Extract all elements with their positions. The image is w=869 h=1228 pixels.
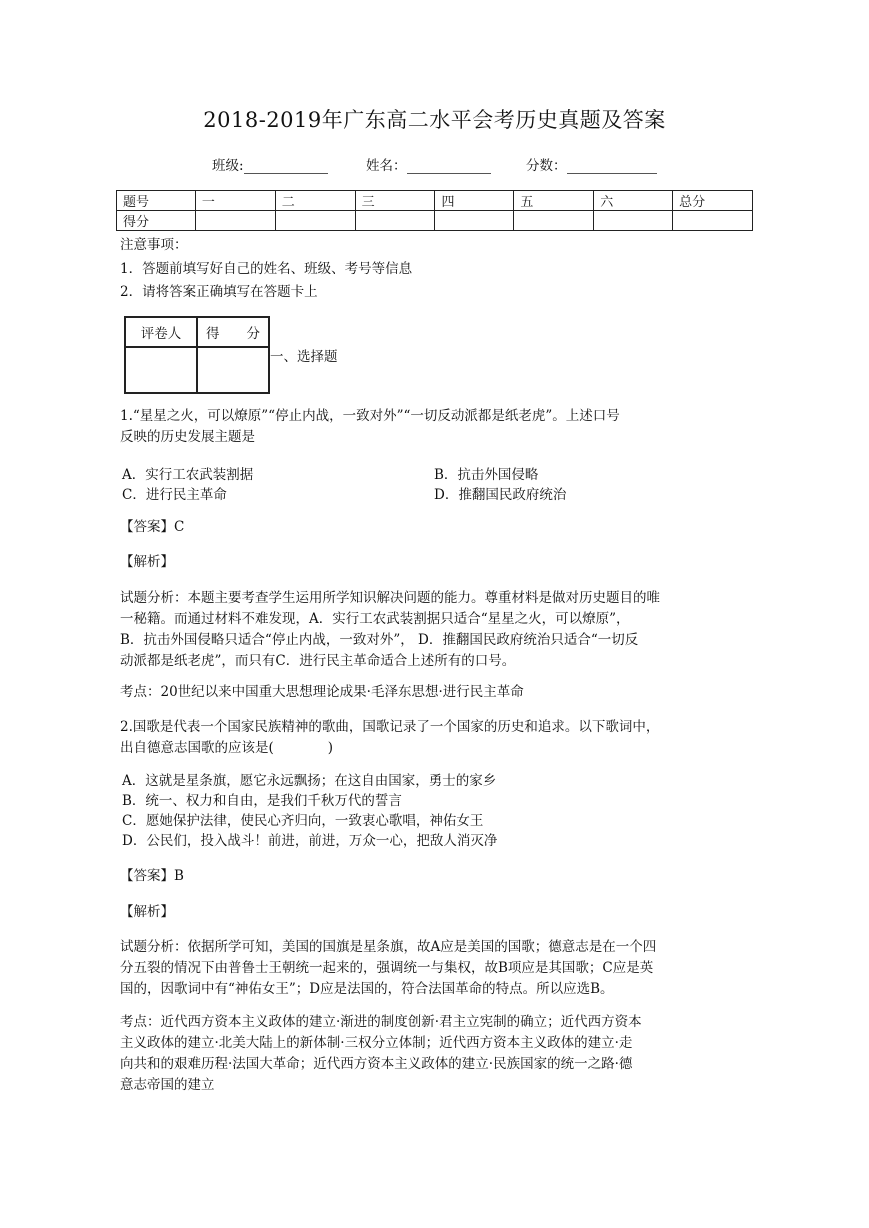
- kaodian-line: 主义政体的建立·北美大陆上的新体制·三权分立体制；近代西方资本主义政体的建立·走: [120, 1035, 633, 1051]
- score-cell[interactable]: [275, 211, 355, 231]
- row-label: 得分: [117, 211, 196, 231]
- q2-options: [122, 771, 742, 851]
- stem-line: 反映的历史发展主题是: [120, 429, 255, 445]
- score-field[interactable]: [526, 154, 657, 174]
- stem-line: 出自德意志国歌的应该是( ): [120, 740, 334, 756]
- name-label: 姓名：: [366, 158, 407, 174]
- grader-box: [124, 316, 270, 394]
- q2-option-c[interactable]: C．愿她保护法律，使民心齐归向，一致衷心歌唱，神佑女王: [122, 813, 484, 829]
- q2-kaodian: [120, 1012, 740, 1096]
- analysis-line: B．抗击外国侵略只适合“停止内战，一致对外”， D．推翻国民政府统治只适合“一切反: [120, 632, 639, 648]
- score-table: [116, 190, 753, 231]
- stem-line: 2.国歌是代表一个国家民族精神的歌曲，国歌记录了一个国家的历史和追求。以下歌词中，: [120, 719, 660, 735]
- score-label: 分数：: [526, 158, 567, 174]
- header-cell: 总分: [673, 191, 753, 211]
- q2-option-a[interactable]: A．这就是星条旗，愿它永远飘扬；在这自由国家，勇士的家乡: [122, 773, 497, 789]
- q1-option-b[interactable]: B．抗击外国侵略: [434, 467, 539, 483]
- analysis-line: 动派都是纸老虎”，而只有C．进行民主革命适合上述所有的口号。: [120, 653, 516, 669]
- analysis-line: 试题分析：依据所学可知，美国的国旗是星条旗，故A应是美国的国歌；德意志是在一个四: [120, 939, 657, 955]
- header-cell: 二: [275, 191, 355, 211]
- page-title: 2018-2019年广东高二水平会考历史真题及答案: [203, 108, 666, 132]
- score-table-header-row: [117, 191, 753, 211]
- header-cell: 五: [514, 191, 594, 211]
- kaodian-line: 意志帝国的建立: [120, 1077, 215, 1093]
- section-title: 一、选择题: [270, 349, 338, 365]
- score-cell[interactable]: [435, 211, 514, 231]
- q2-answer: 【答案】B: [120, 868, 184, 884]
- score-table-score-row: [117, 211, 753, 231]
- grader-score-cell[interactable]: [197, 347, 269, 393]
- kaodian-line: 考点：近代西方资本主义政体的建立·渐进的制度创新·君主立宪制的确立；近代西方资本: [120, 1014, 642, 1030]
- question-1-stem: [120, 406, 740, 448]
- q1-analysis: [120, 588, 740, 672]
- q1-analysis-label: 【解析】: [120, 554, 174, 570]
- q1-option-c[interactable]: C．进行民主革命: [122, 487, 227, 503]
- score-cell[interactable]: [673, 211, 753, 231]
- score-blank[interactable]: [567, 159, 657, 174]
- grader-score-label: 得 分: [197, 317, 269, 347]
- q2-option-b[interactable]: B．统一、权力和自由，是我们千秋万代的誓言: [122, 793, 402, 809]
- q1-option-a[interactable]: A．实行工农武装割据: [122, 467, 254, 483]
- class-blank[interactable]: [244, 159, 328, 174]
- name-field[interactable]: [366, 154, 491, 174]
- analysis-line: 国的，因歌词中有“神佑女王”；D应是法国的，符合法国革命的特点。所以应选B。: [120, 981, 614, 997]
- header-cell: 一: [195, 191, 275, 211]
- class-field[interactable]: [212, 154, 328, 174]
- score-cell[interactable]: [594, 211, 673, 231]
- kaodian-line: 向共和的艰难历程·法国大革命；近代西方资本主义政体的建立·民族国家的统一之路·德: [120, 1056, 633, 1072]
- grader-name-cell[interactable]: [125, 347, 197, 393]
- note-item: 1．答题前填写好自己的姓名、班级、考号等信息: [120, 261, 413, 277]
- class-label: 班级:: [212, 158, 244, 174]
- question-2-stem: [120, 717, 740, 759]
- score-cell[interactable]: [514, 211, 594, 231]
- header-cell: 四: [435, 191, 514, 211]
- q1-kaodian: 考点：20世纪以来中国重大思想理论成果·毛泽东思想·进行民主革命: [120, 684, 524, 700]
- header-cell: 三: [355, 191, 435, 211]
- note-item: 2．请将答案正确填写在答题卡上: [120, 284, 318, 300]
- name-blank[interactable]: [407, 159, 491, 174]
- stem-line: 1.“星星之火，可以燎原”“停止内战，一致对外”“一切反动派都是纸老虎”。上述口号: [120, 408, 620, 424]
- q1-answer: 【答案】C: [120, 519, 185, 535]
- q2-option-d[interactable]: D．公民们，投入战斗！前进，前进，万众一心，把敌人消灭净: [122, 833, 498, 849]
- header-cell: 题号: [117, 191, 196, 211]
- analysis-line: 分五裂的情况下由普鲁士王朝统一起来的，强调统一与集权，故B项应是其国歌；C应是英: [120, 960, 654, 976]
- score-cell[interactable]: [355, 211, 435, 231]
- q2-analysis: [120, 937, 740, 1000]
- analysis-line: 试题分析：本题主要考查学生运用所学知识解决问题的能力。尊重材料是做对历史题目的唯: [120, 590, 660, 606]
- grader-label: 评卷人: [125, 317, 197, 347]
- q2-analysis-label: 【解析】: [120, 904, 174, 920]
- header-cell: 六: [594, 191, 673, 211]
- score-cell[interactable]: [195, 211, 275, 231]
- notes-heading: 注意事项：: [120, 237, 188, 253]
- analysis-line: 一秘籍。而通过材料不难发现，A．实行工农武装割据只适合“星星之火，可以燎原”，: [120, 611, 630, 627]
- q1-option-d[interactable]: D．推翻国民政府统治: [434, 487, 567, 503]
